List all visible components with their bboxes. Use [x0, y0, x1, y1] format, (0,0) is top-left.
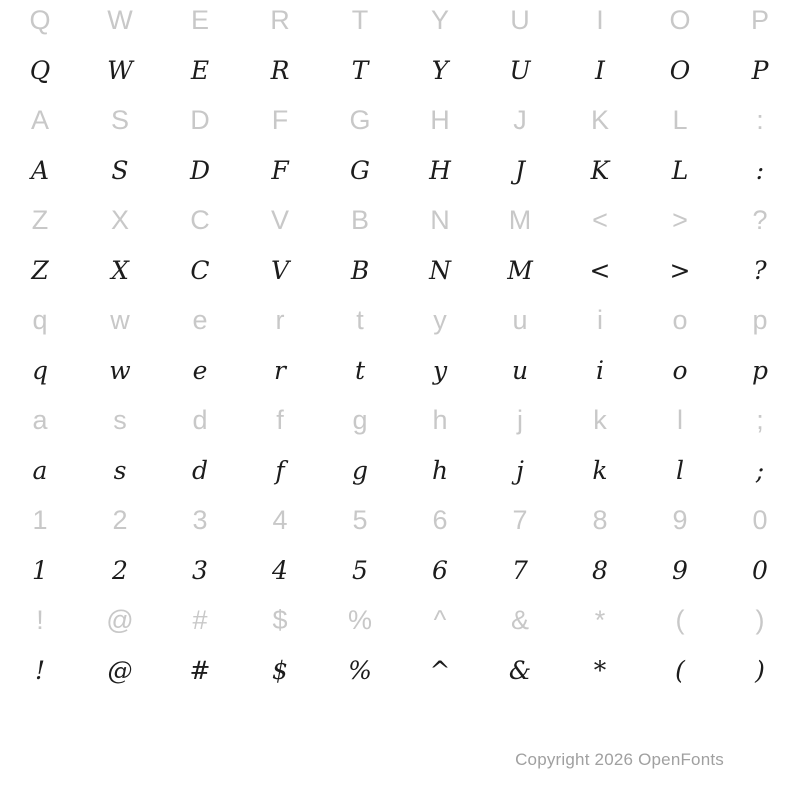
reference-glyph: :: [756, 105, 764, 135]
specimen-glyph: V: [270, 256, 290, 285]
specimen-glyph: 5: [352, 556, 368, 585]
specimen-glyph: Y: [431, 56, 449, 85]
reference-glyph: 6: [432, 505, 448, 535]
specimen-glyph-row: [0, 152, 800, 200]
reference-glyph: G: [349, 105, 371, 135]
reference-glyph: I: [596, 5, 604, 35]
specimen-glyph: 6: [432, 556, 448, 585]
specimen-glyph: F: [271, 156, 289, 185]
specimen-glyph: Q: [29, 56, 51, 85]
specimen-glyph: Z: [31, 256, 49, 285]
specimen-glyph: C: [190, 256, 210, 285]
specimen-glyph: j: [516, 456, 524, 485]
specimen-glyph-row: [0, 252, 800, 300]
reference-glyph: L: [672, 105, 688, 135]
reference-glyph-row: [0, 400, 800, 452]
specimen-glyph: T: [351, 56, 369, 85]
specimen-glyph: w: [109, 356, 131, 385]
reference-glyph-row: [0, 600, 800, 652]
reference-glyph: Q: [29, 5, 51, 35]
reference-glyph: &: [510, 605, 529, 635]
reference-glyph: Y: [430, 5, 449, 35]
specimen-glyph: !: [34, 656, 46, 685]
reference-glyph-row: [0, 500, 800, 552]
reference-glyph: 7: [512, 505, 528, 535]
reference-glyph: d: [192, 405, 208, 435]
reference-glyph: N: [430, 205, 450, 235]
specimen-glyph: 9: [672, 556, 688, 585]
specimen-glyph: *: [593, 656, 607, 685]
specimen-glyph: a: [32, 456, 48, 485]
specimen-glyph: (: [675, 656, 685, 685]
specimen-glyph: s: [113, 456, 127, 485]
reference-glyph: y: [433, 305, 447, 335]
reference-glyph: R: [270, 5, 290, 35]
specimen-glyph: p: [751, 356, 768, 385]
reference-glyph: p: [752, 305, 768, 335]
specimen-glyph: R: [270, 56, 290, 85]
reference-glyph: a: [32, 405, 48, 435]
specimen-glyph: @: [107, 656, 133, 685]
reference-glyph: i: [597, 305, 603, 335]
specimen-glyph: O: [669, 56, 691, 85]
reference-glyph: 0: [752, 505, 768, 535]
reference-glyph: !: [36, 605, 44, 635]
reference-glyph: 3: [192, 505, 208, 535]
reference-glyph: A: [30, 105, 49, 135]
reference-glyph: *: [594, 605, 606, 635]
specimen-glyph: k: [592, 456, 608, 485]
specimen-glyph: ): [755, 656, 765, 685]
reference-glyph: X: [110, 205, 129, 235]
specimen-glyph-row: [0, 652, 800, 700]
specimen-glyph: u: [511, 356, 529, 385]
specimen-glyph: :: [755, 156, 765, 185]
specimen-glyph: P: [751, 56, 769, 85]
specimen-glyph-row: [0, 552, 800, 600]
specimen-glyph: h: [431, 456, 449, 485]
specimen-glyph: g: [351, 456, 368, 485]
reference-glyph-row: [0, 0, 800, 52]
reference-glyph: 2: [112, 505, 128, 535]
reference-glyph: f: [276, 405, 284, 435]
reference-glyph: W: [107, 5, 133, 35]
specimen-glyph: S: [111, 156, 129, 185]
specimen-glyph: e: [192, 356, 208, 385]
specimen-glyph: I: [595, 56, 605, 85]
specimen-glyph-row: [0, 52, 800, 100]
reference-glyph: 5: [352, 505, 368, 535]
reference-glyph: >: [672, 205, 688, 235]
reference-glyph: t: [356, 305, 364, 335]
reference-glyph: 8: [592, 505, 608, 535]
specimen-glyph: L: [671, 156, 689, 185]
specimen-glyph: ?: [753, 256, 767, 285]
specimen-glyph: >: [669, 256, 691, 285]
specimen-glyph: B: [350, 256, 370, 285]
reference-glyph: @: [106, 605, 134, 635]
reference-glyph: j: [517, 405, 523, 435]
reference-glyph: 9: [672, 505, 688, 535]
specimen-glyph: y: [432, 356, 448, 385]
reference-glyph: ^: [433, 605, 447, 635]
reference-glyph: K: [590, 105, 609, 135]
reference-glyph: q: [32, 305, 48, 335]
reference-glyph: s: [113, 405, 127, 435]
reference-glyph: M: [508, 205, 532, 235]
reference-glyph: e: [192, 305, 208, 335]
reference-glyph: r: [275, 305, 285, 335]
specimen-glyph: t: [354, 356, 366, 385]
specimen-glyph: W: [107, 56, 133, 85]
reference-glyph: D: [190, 105, 210, 135]
specimen-glyph: r: [274, 356, 286, 385]
reference-glyph: ?: [752, 205, 768, 235]
specimen-glyph: 7: [512, 556, 528, 585]
reference-glyph-row: [0, 200, 800, 252]
reference-glyph: g: [352, 405, 368, 435]
reference-glyph: k: [593, 405, 607, 435]
specimen-glyph: U: [509, 56, 531, 85]
reference-glyph: J: [513, 105, 527, 135]
specimen-glyph: H: [429, 156, 451, 185]
specimen-glyph: 1: [32, 556, 48, 585]
reference-glyph: O: [669, 5, 691, 35]
reference-glyph-row: [0, 100, 800, 152]
specimen-glyph: X: [111, 256, 129, 285]
specimen-glyph: q: [31, 356, 48, 385]
specimen-glyph: <: [589, 256, 611, 285]
specimen-glyph: &: [508, 656, 532, 685]
specimen-glyph: A: [30, 156, 50, 185]
reference-glyph: P: [750, 5, 769, 35]
specimen-glyph: o: [672, 356, 688, 385]
specimen-glyph: #: [189, 656, 211, 685]
reference-glyph: o: [672, 305, 688, 335]
reference-glyph: E: [190, 5, 209, 35]
reference-glyph: C: [190, 205, 210, 235]
reference-glyph: 1: [32, 505, 48, 535]
reference-glyph-row: [0, 300, 800, 352]
specimen-glyph: K: [590, 156, 610, 185]
specimen-glyph-row: [0, 452, 800, 500]
reference-glyph: B: [350, 205, 369, 235]
reference-glyph: S: [110, 105, 129, 135]
specimen-glyph: E: [190, 56, 210, 85]
specimen-glyph: ;: [755, 456, 765, 485]
specimen-glyph: 4: [272, 556, 288, 585]
reference-glyph: #: [192, 605, 208, 635]
reference-glyph: H: [430, 105, 450, 135]
specimen-glyph: G: [350, 156, 370, 185]
reference-glyph: F: [271, 105, 289, 135]
specimen-glyph: i: [596, 356, 604, 385]
reference-glyph: V: [270, 205, 289, 235]
specimen-glyph: f: [275, 456, 285, 485]
reference-glyph: l: [677, 405, 683, 435]
reference-glyph: T: [351, 5, 369, 35]
specimen-glyph: ^: [429, 656, 451, 685]
specimen-glyph: l: [676, 456, 684, 485]
specimen-glyph: d: [191, 456, 208, 485]
reference-glyph: U: [510, 5, 530, 35]
reference-glyph: <: [592, 205, 608, 235]
reference-glyph: u: [512, 305, 528, 335]
reference-glyph: ): [755, 605, 765, 635]
reference-glyph: %: [347, 605, 372, 635]
specimen-glyph-row: [0, 352, 800, 400]
specimen-glyph: 0: [752, 556, 768, 585]
reference-glyph: $: [272, 605, 288, 635]
reference-glyph: w: [110, 305, 130, 335]
specimen-glyph: N: [429, 256, 451, 285]
reference-glyph: ;: [756, 405, 764, 435]
reference-glyph: h: [432, 405, 448, 435]
copyright-notice: Copyright 2026 OpenFonts: [515, 750, 724, 769]
reference-glyph: Z: [31, 205, 49, 235]
specimen-glyph: 8: [592, 556, 608, 585]
specimen-glyph: 2: [112, 556, 128, 585]
reference-glyph: 4: [272, 505, 288, 535]
specimen-glyph: J: [514, 156, 526, 185]
specimen-glyph: 3: [192, 556, 208, 585]
reference-glyph: (: [675, 605, 685, 635]
specimen-glyph: M: [507, 256, 533, 285]
specimen-glyph: %: [348, 656, 372, 685]
specimen-glyph: $: [272, 656, 288, 685]
specimen-glyph: D: [189, 156, 211, 185]
